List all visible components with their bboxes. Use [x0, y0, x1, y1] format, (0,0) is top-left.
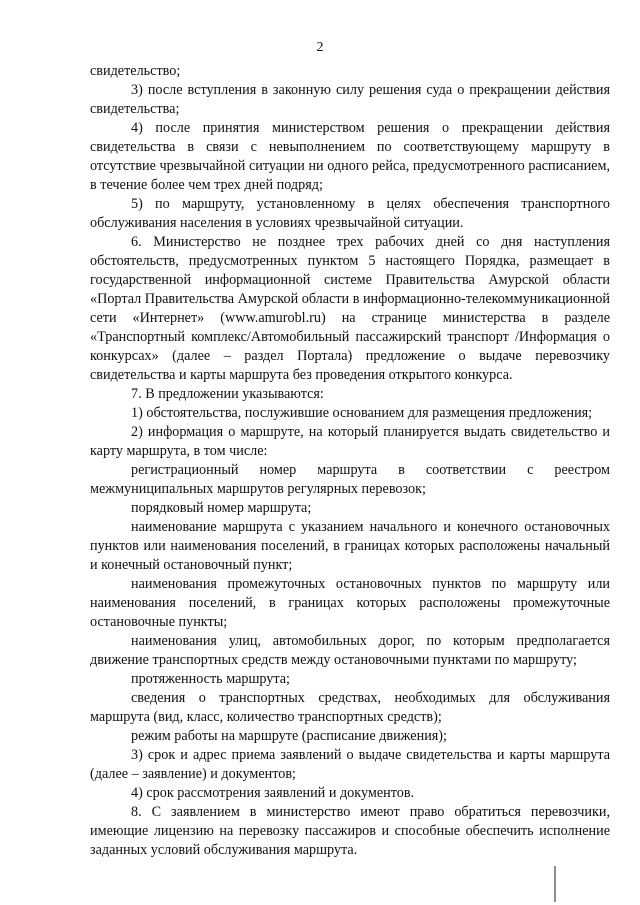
paragraph: режим работы на маршруте (расписание движения); [131, 728, 447, 744]
paragraph: 4) срок рассмотрения заявлений и документов. [131, 785, 415, 801]
paragraph: порядковый номер маршрута; [131, 500, 312, 516]
paragraph: наименования промежуточных остановочных пунктов по маршруту или наименования поселений, в границах которых расположены промежуточные остановочные пункты; [90, 576, 610, 630]
paragraph: 1) обстоятельства, послужившие основанием для размещения предложения; [131, 405, 593, 421]
paragraph: наименование маршрута с указанием начального и конечного остановочных пунктов или наименования поселений, в границах которых расположены начальный и конечный остановочный пункт; [90, 519, 610, 573]
paragraph: 6. Министерство не позднее трех рабочих дней со дня наступления обстоятельств, предусмотренных пунктом 5 настоящего Порядка, размещает в государственной информационной системе Правительства Амурской области «Портал Правительства Амурской области в информационно-телекоммуникационной сети «Интернет» (www.amurobl.ru) на странице министерства в разделе «Транспортный комплекс/Автомобильный пассажирский транспорт /Информация о конкурсах» (далее – раздел Портала) предложение о выдаче перевозчику свидетельства и карты маршрута без проведения открытого конкурса. [90, 234, 610, 383]
paragraph: свидетельство; [90, 63, 181, 79]
paragraph: 2) информация о маршруте, на который планируется выдать свидетельство и карту маршрута, в том числе: [90, 424, 610, 459]
paragraph: 4) после принятия министерством решения о прекращении действия свидетельства в связи с невыполнением по соответствующему маршруту в отсутствие чрезвычайной ситуации ни одного рейса, предусмотренного расписанием, в течение более чем трех дней подряд; [90, 120, 610, 193]
document-body [90, 62, 610, 860]
paragraph: 3) срок и адрес приема заявлений о выдаче свидетельства и карты маршрута (далее – заявление) и документов; [90, 747, 610, 782]
paragraph: протяженность маршрута; [131, 671, 290, 687]
paragraph: регистрационный номер маршрута в соответствии с реестром межмуниципальных маршрутов регулярных перевозок; [90, 462, 610, 497]
paragraph: сведения о транспортных средствах, необходимых для обслуживания маршрута (вид, класс, количество транспортных средств); [90, 690, 610, 725]
paragraph: 7. В предложении указываются: [131, 386, 324, 402]
paragraph: 3) после вступления в законную силу решения суда о прекращении действия свидетельства; [90, 82, 610, 117]
page-number: 2 [316, 40, 324, 55]
paragraph: 8. С заявлением в министерство имеют право обратиться перевозчики, имеющие лицензию на перевозку пассажиров и способные обеспечить исполнение заданных условий обслуживания маршрута. [90, 804, 610, 858]
paragraph: 5) по маршруту, установленному в целях обеспечения транспортного обслуживания населения в условиях чрезвычайной ситуации. [90, 196, 610, 231]
paragraph: наименования улиц, автомобильных дорог, по которым предполагается движение транспортных средств между остановочными пунктами по маршруту; [90, 633, 610, 668]
scan-mark-stroke [554, 866, 556, 902]
